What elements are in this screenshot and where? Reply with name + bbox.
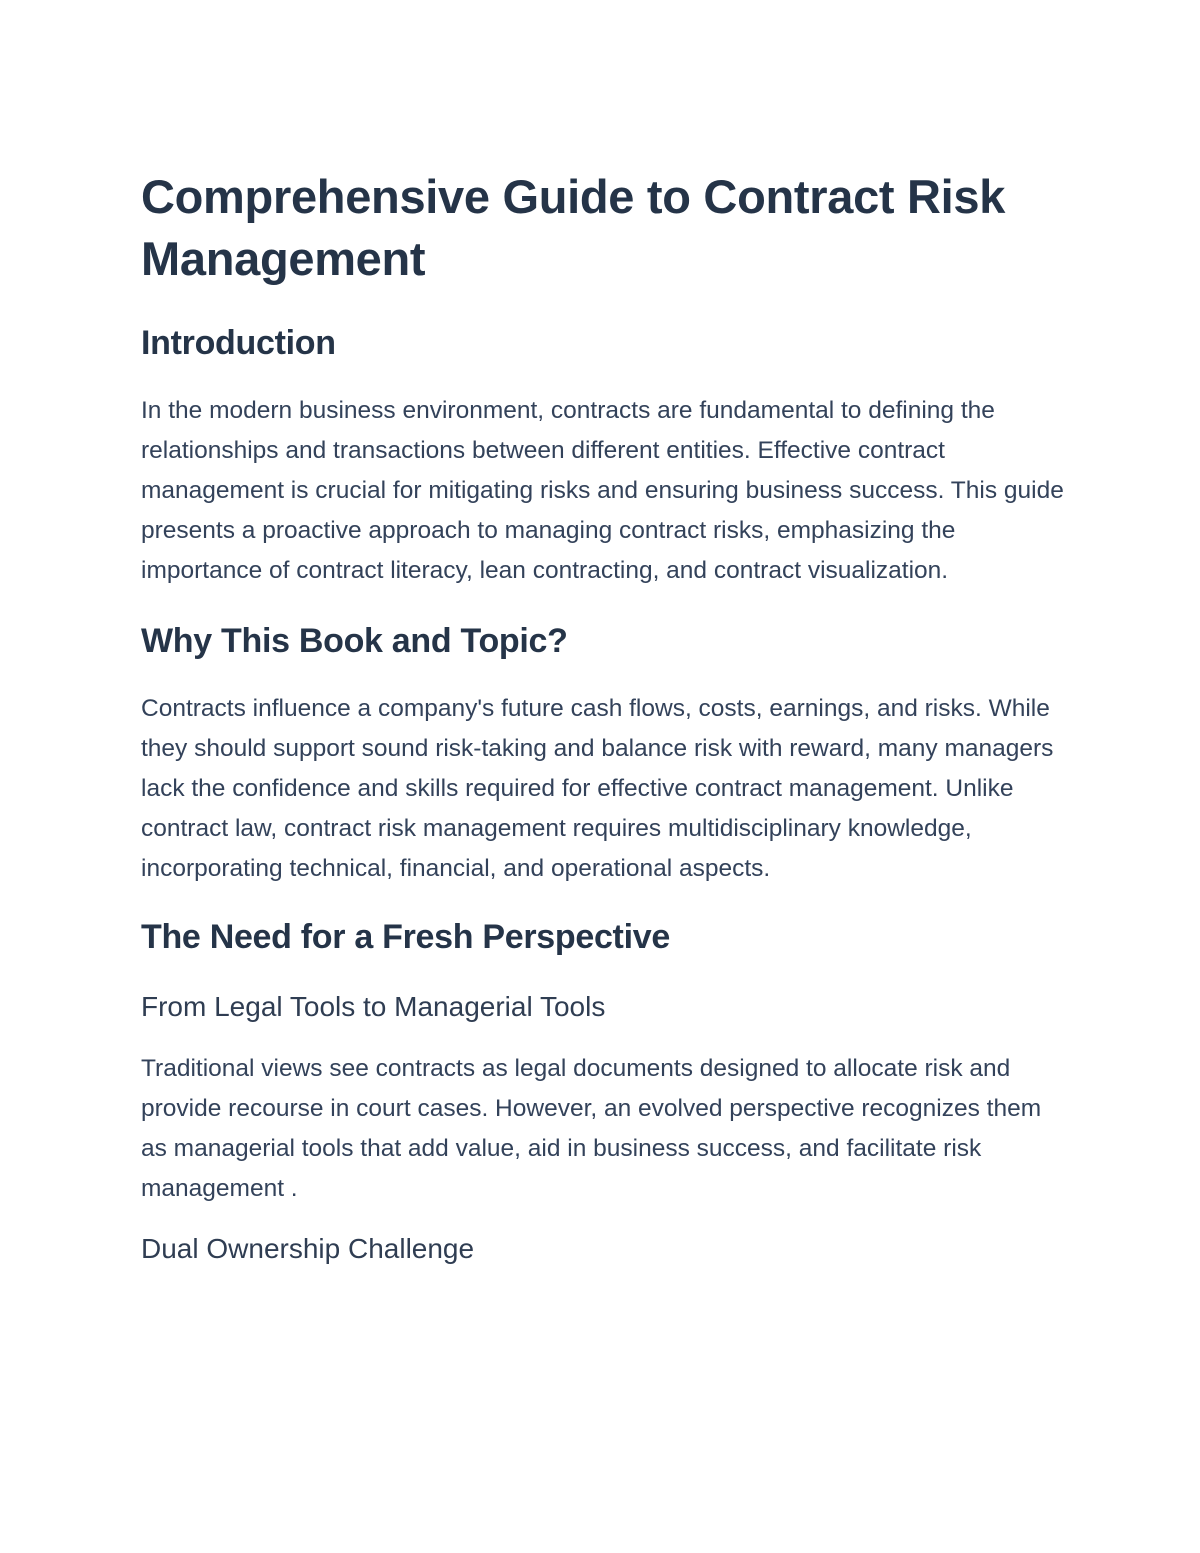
document-page	[141, 166, 1071, 1267]
why-this-book-heading: Why This Book and Topic?	[141, 622, 568, 660]
introduction-heading: Introduction	[141, 324, 336, 362]
introduction-paragraph: In the modern business environment, contracts are fundamental to defining the relationships and transactions between different entities. Effective contract management is crucial for mitigating risks and ensuring business success. This guide presents a proactive approach to managing contract risks, emphasizing the importance of contract literacy, lean contracting, and contract visualization.	[141, 397, 1064, 584]
fresh-perspective-heading: The Need for a Fresh Perspective	[141, 918, 670, 956]
why-this-book-paragraph: Contracts influence a company's future cash flows, costs, earnings, and risks. While they should support sound risk-taking and balance risk with reward, many managers lack the confidence and skills required for effective contract management. Unlike contract law, contract risk management requires multidisciplinary knowledge, incorporating technical, financial, and operational aspects.	[141, 695, 1054, 882]
legal-to-managerial-subheading: From Legal Tools to Managerial Tools	[141, 991, 606, 1022]
dual-ownership-subheading: Dual Ownership Challenge	[141, 1233, 475, 1264]
legal-to-managerial-paragraph: Traditional views see contracts as legal documents designed to allocate risk and provide recourse in court cases. However, an evolved perspective recognizes them as managerial tools that add value, aid in business success, and facilitate risk management .	[141, 1055, 1042, 1202]
document-title: Comprehensive Guide to Contract Risk Management	[141, 170, 1006, 285]
